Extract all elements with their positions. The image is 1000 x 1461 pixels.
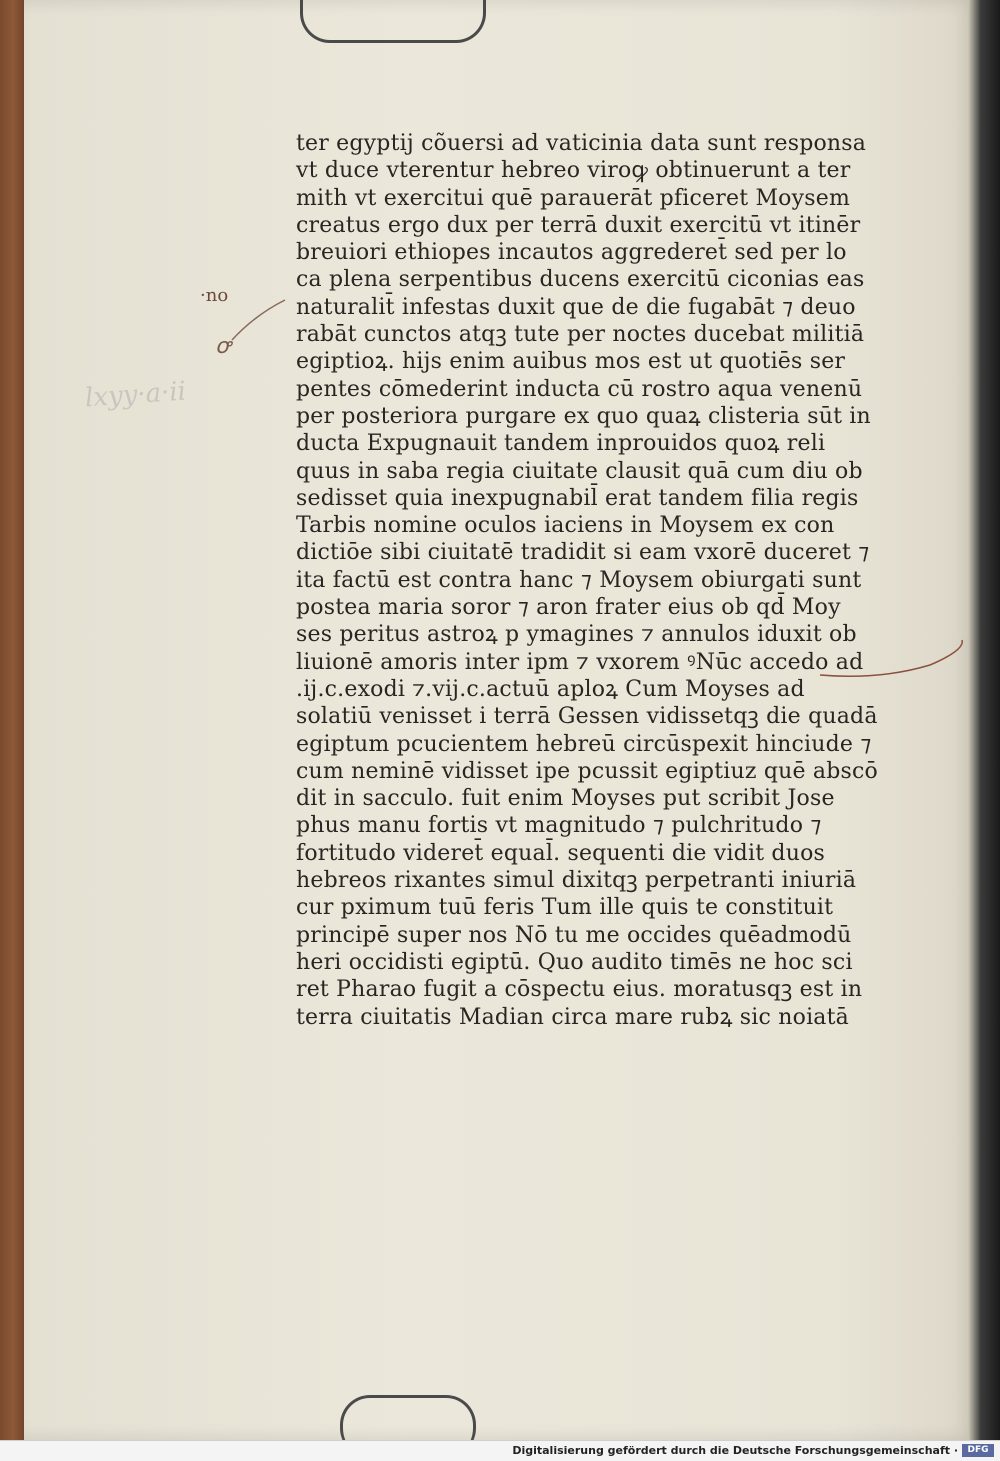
text-line: rabāt cunctos atqꝫ tute per noctes ducebat militiā bbox=[296, 322, 865, 348]
text-line: creatus ergo dux per terrā duxit exercitū vt itinēr bbox=[296, 212, 861, 238]
text-line: ter egyptij cõuersi ad vaticinia data sunt responsa bbox=[296, 131, 867, 156]
text-line: dit in sacculo. fuit enim Moyses put scribit Jose bbox=[296, 786, 835, 812]
text-line: liuionē amoris inter ipm ⁊ vxorem ꝰNūc accedo ad bbox=[296, 649, 864, 675]
text-line: fortitudo videret̄ equal̄. sequenti die vidit duos bbox=[296, 840, 826, 866]
text-line: solatiū venisset i terrā Gessen vidissetqꝫ die quadā bbox=[296, 704, 878, 730]
text-line: hebreos rixantes simul dixitqꝫ perpetranti iniuriā bbox=[296, 868, 857, 894]
text-line: cum neminē vidisset ipe pcussit egiptiuz quē abscō bbox=[296, 758, 878, 784]
text-line: principē super nos Nō tu me occides quēadmodū bbox=[296, 922, 852, 948]
funding-credit: Digitalisierung gefördert durch die Deutsche Forschungsgemeinschaft · bbox=[512, 1444, 958, 1457]
bleed-through-text: lxyy·a·ii bbox=[84, 376, 187, 414]
margin-note: ꝍ bbox=[215, 334, 230, 359]
body-text bbox=[296, 130, 878, 1031]
text-line: quus in saba regia ciuitate clausit quā cum diu ob bbox=[296, 458, 863, 484]
dfg-logo: DFG bbox=[962, 1444, 994, 1457]
text-line: postea maria soror ⁊ aron frater eius ob qd̄ Moy bbox=[296, 595, 841, 621]
text-line: phus manu fortis vt magnitudo ⁊ pulchritudo ⁊ bbox=[296, 813, 822, 839]
text-line: cur pximum tuū feris Tum ille quis te constituit bbox=[296, 895, 834, 921]
text-line: ses peritus astroꝝ p ymagines ⁊ annulos iduxit ob bbox=[296, 622, 857, 648]
text-line: per posteriora purgare ex quo quaꝝ clisteria sūt in bbox=[296, 403, 871, 429]
text-line: egiptum pcucientem hebreū circūspexit hinciude ⁊ bbox=[296, 731, 872, 757]
margin-note: ·no bbox=[200, 285, 229, 306]
text-line: egiptioꝝ. hijs enim auibus mos est ut quotiēs ser bbox=[296, 349, 846, 375]
text-line: sedisset quia inexpugnabil̄ erat tandem filia regis bbox=[296, 485, 859, 511]
text-line: mith vt exercitui quē parauerāt pficeret Moysem bbox=[296, 185, 851, 211]
text-line: dictiōe sibi ciuitatē tradidit si eam vxorē duceret ⁊ bbox=[296, 540, 870, 566]
text-line: ducta Expugnauit tandem inprouidos quoꝝ reli bbox=[296, 431, 826, 457]
text-line: breuiori ethiopes incautos aggrederet̄ sed per lo bbox=[296, 240, 847, 266]
text-line: naturalit̄ infestas duxit que de die fugabāt ⁊ deuo bbox=[296, 294, 856, 320]
footer-bar bbox=[0, 1440, 1000, 1461]
text-line: pentes cōmederint inducta cū rostro aqua venenū bbox=[296, 376, 863, 402]
text-line: heri occidisti egiptū. Quo audito timēs ne hoc sci bbox=[296, 949, 853, 975]
text-line: terra ciuitatis Madian circa mare rubꝝ sic noiatā bbox=[296, 1004, 849, 1030]
text-line: ret Pharao fugit a cōspectu eius. moratusqꝫ est in bbox=[296, 977, 863, 1003]
pen-stroke-upper bbox=[232, 300, 285, 340]
text-line: ca plena serpentibus ducens exercitū ciconias eas bbox=[296, 267, 865, 293]
text-line: ita factū est contra hanc ⁊ Moysem obiurgati sunt bbox=[296, 567, 862, 593]
text-line: .ij.c.exodi ⁊.vij.c.actuū aploꝝ Cum Moyses ad bbox=[296, 676, 805, 702]
text-line: Tarbis nomine oculos iaciens in Moysem ex con bbox=[296, 513, 835, 539]
text-line: vt duce vterentur hebreo viroꝙ obtinuerunt a ter bbox=[296, 158, 851, 184]
